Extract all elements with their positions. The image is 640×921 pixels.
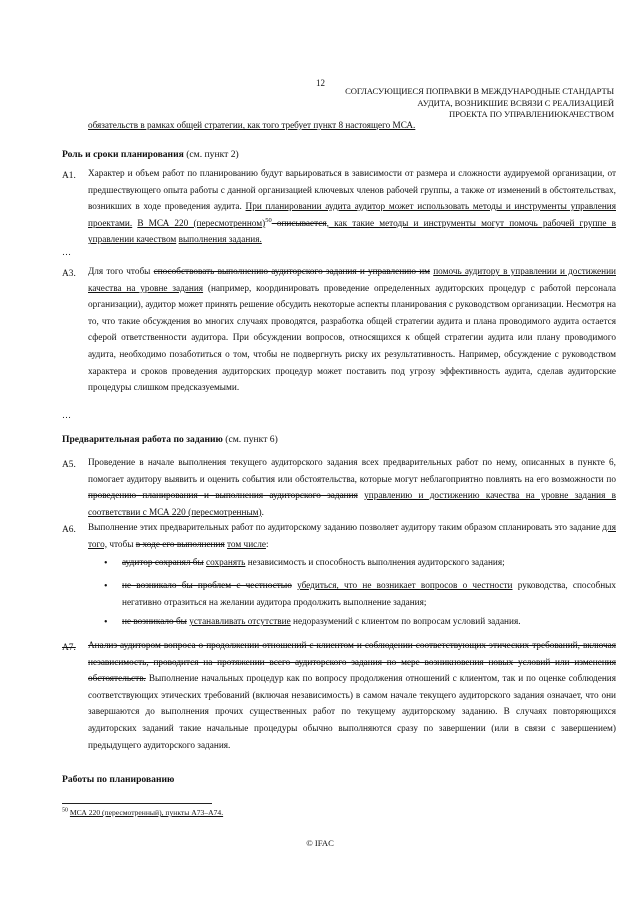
paragraph-number: A5.: [62, 460, 76, 470]
section-title: Предварительная работа по заданию: [62, 434, 223, 445]
inserted-text: управлению и достижению качества на уровне задания в соответствии с МСА 220 (пересмотренным): [88, 491, 616, 518]
text: недоразумений с клиентом по вопросам условий задания.: [290, 617, 521, 627]
inserted-text: для того,: [88, 523, 616, 550]
page-number: 12: [316, 78, 325, 88]
deleted-text: аудитор сохранял бы: [122, 558, 204, 568]
copyright-footer: © IFAC: [306, 838, 334, 848]
bullet-item: [122, 614, 616, 631]
text: Выполнение начальных процедур как по вопросу продолжения отношений с клиентом, так и по оценке соблюдения соответствующих этических требований (включая независимость) в самом начале текущего аудиторского задания означает, что они завершаются до выполнения прочих существенных работ по текущему аудиторскому заданию. В случаях повторяющихся аудиторских заданий такие начальные процедуры обычно выполняются сразу по завершении (или в связи с завершением) предыдущего аудиторского задания.: [88, 674, 616, 751]
footnote: [62, 808, 223, 817]
inserted-text: При планировании аудита аудитор может использовать методы и инструменты управления проектами.: [88, 202, 616, 229]
text: Для того чтобы: [88, 267, 154, 277]
header-line: АУДИТА, ВОЗНИКШИЕ ВСВЯЗИ С РЕАЛИЗАЦИЕЙ: [417, 97, 614, 108]
text: чтобы: [107, 539, 136, 550]
paragraph-a3: [88, 264, 616, 397]
paragraph-a7: [88, 638, 616, 754]
text: Выполнение этих предварительных работ по аудиторскому заданию позволяет аудитору таким образом спланировать это задание: [88, 523, 603, 533]
footnote-separator: [62, 803, 212, 804]
header-line: ПРОЕКТА ПО УПРАВЛЕНИЮКАЧЕСТВОМ: [449, 109, 614, 119]
inserted-text: том числе: [227, 539, 266, 550]
section-title: Роль и сроки планирования: [62, 149, 184, 160]
inserted-text: выполнения задания.: [178, 235, 262, 246]
section-ref: (см. пункт 6): [222, 434, 278, 445]
footnote-number: 50: [62, 807, 68, 814]
footnote-ref: 50: [265, 216, 272, 224]
ellipsis: …: [62, 410, 72, 420]
inserted-text: устанавливать отсутствие: [189, 617, 291, 627]
deleted-text: не возникало бы проблем с честностью: [122, 581, 292, 591]
inserted-text: сохранять: [206, 558, 246, 568]
deleted-text: не возникало бы: [122, 617, 187, 627]
text: Проведение в начале выполнения текущего аудиторского задания всех предварительных работ по нему, описанных в пункте 6, помогает аудитору выявить и оценить события или обстоятельства, которые могут неблагоприятно повлиять на его возможности по: [88, 458, 616, 485]
running-header: [314, 86, 614, 121]
text: (например, координировать проведение определенных аудиторских процедур с работой персонала организации), аудитор может принять решение обсудить некоторые аспекты планирования с руководством организации. Несмотря на то, что такие обсуждения во многих случаях проводятся, разработка общей стратегии аудита и плана проводимого аудита остается сферой ответственности аудитора. При обсуждении вопросов, относящихся к общей стратегии аудита или плану проводимого аудита, необходимо позаботиться о том, чтобы не подвергнуть риску их результативность. Например, обсуждение с руководством характера и сроков проведения аудиторских процедур может поставить под угрозу эффективность аудита, сделав аудиторские процедуры слишком предсказуемыми.: [88, 283, 616, 394]
deleted-text: способствовать выполнению аудиторского задания и управлению им: [153, 267, 431, 277]
section-heading: [62, 774, 174, 785]
deleted-text: Анализ аудитором вопроса о продолжении отношений с клиентом и соблюдении соответствующих этических требований, включая независимость, проводится на протяжении всего аудиторского задания по мере возникновения новых условий или изменения обстоятельств.: [88, 641, 616, 685]
section-ref: (см. пункт 2): [183, 149, 239, 160]
bullet-icon: •: [104, 558, 108, 569]
text: .: [261, 507, 264, 518]
text: независимость и способность выполнения аудиторского задания;: [245, 558, 505, 568]
section-title: Работы по планированию: [62, 774, 175, 785]
section-heading: [62, 149, 239, 160]
bullet-item: [122, 578, 616, 611]
paragraph-a6: [88, 520, 616, 553]
paragraph-number: A7.: [62, 643, 76, 653]
inserted-text: помочь аудитору в управлении и достижении качества на уровне задания: [88, 267, 616, 294]
paragraph-a1: [88, 166, 616, 249]
text: :: [265, 539, 269, 550]
paragraph-number: A1.: [62, 171, 76, 181]
bullet-icon: •: [104, 617, 108, 628]
paragraph-number: A3.: [62, 269, 76, 279]
inserted-text: В МСА 220 (пересмотренном): [137, 218, 266, 229]
deleted-text: в ходе его выполнения: [135, 539, 225, 550]
inserted-text: убедиться, что не возникает вопросов о честности: [297, 581, 513, 591]
deleted-text: проведению планирования и выполнения аудиторского задания: [88, 491, 358, 502]
bullet-item: [122, 555, 616, 572]
ellipsis: …: [62, 247, 72, 257]
section-heading: [62, 434, 278, 445]
paragraph-a5: [88, 455, 616, 521]
header-line: СОГЛАСУЮЩИЕСЯ ПОПРАВКИ В МЕЖДУНАРОДНЫЕ СТАНДАРТЫ: [345, 86, 614, 96]
footnote-text: МСА 220 (пересмотренный), пункты A73–A74.: [69, 808, 224, 817]
text: руководства, способных негативно отразиться на желании аудитора продолжить выполнение задания;: [122, 581, 616, 608]
text: Характер и объем работ по планированию будут варьироваться в зависимости от размера и сложности аудируемой организации, от предшествующего опыта работы с данной организацией ключевых членов рабочей группы, а также от изменений в обстоятельствах, возникших в ходе проведения аудита.: [88, 169, 616, 213]
paragraph-number: A6.: [62, 525, 76, 535]
deleted-text: описывается: [271, 218, 327, 229]
inserted-text: , как такие методы и инструменты могут помочь рабочей группе в управлении качеством: [88, 218, 617, 246]
bullet-icon: •: [104, 581, 108, 592]
continued-text: обязательств в рамках общей стратегии, как того требует пункт 8 настоящего МСА.: [88, 120, 416, 130]
